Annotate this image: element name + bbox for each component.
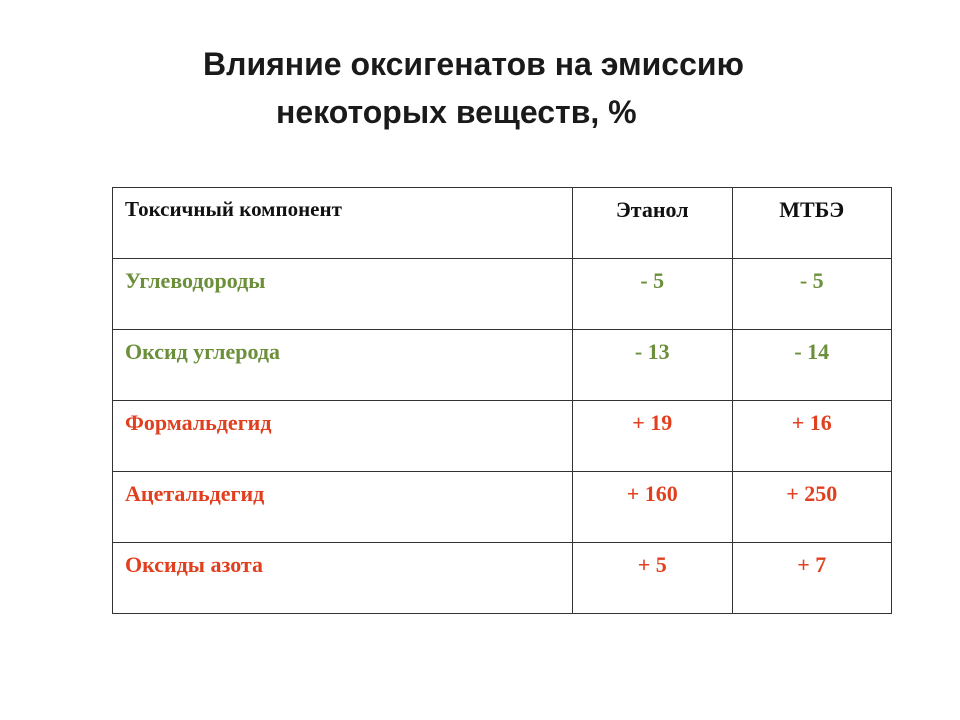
table-row-formaldehyde [113, 401, 892, 472]
cell-mtbe-value: - 5 [732, 259, 892, 330]
table-row-carbon-monoxide [113, 330, 892, 401]
slide-title [0, 40, 960, 136]
table-row-nitrogen-oxides [113, 543, 892, 614]
cell-ethanol-value: - 13 [573, 330, 733, 401]
header-ethanol: Этанол [573, 188, 733, 259]
cell-component-name: Оксид углерода [113, 330, 573, 401]
cell-mtbe-value: + 16 [732, 401, 892, 472]
cell-mtbe-value: + 7 [732, 543, 892, 614]
cell-component-name: Ацетальдегид [113, 472, 573, 543]
cell-component-name: Оксиды азота [113, 543, 573, 614]
table-row-hydrocarbons [113, 259, 892, 330]
header-component: Токсичный компонент [113, 188, 573, 259]
cell-ethanol-value: + 19 [573, 401, 733, 472]
header-mtbe: МТБЭ [732, 188, 892, 259]
cell-mtbe-value: + 250 [732, 472, 892, 543]
table-row-acetaldehyde [113, 472, 892, 543]
cell-ethanol-value: - 5 [573, 259, 733, 330]
slide-title-line-2: некоторых веществ, % [276, 94, 637, 130]
cell-component-name: Углеводороды [113, 259, 573, 330]
table-header-row [113, 188, 892, 259]
cell-mtbe-value: - 14 [732, 330, 892, 401]
cell-ethanol-value: + 160 [573, 472, 733, 543]
slide-title-line-1: Влияние оксигенатов на эмиссию [203, 46, 744, 82]
cell-ethanol-value: + 5 [573, 543, 733, 614]
cell-component-name: Формальдегид [113, 401, 573, 472]
emission-table [112, 187, 892, 614]
